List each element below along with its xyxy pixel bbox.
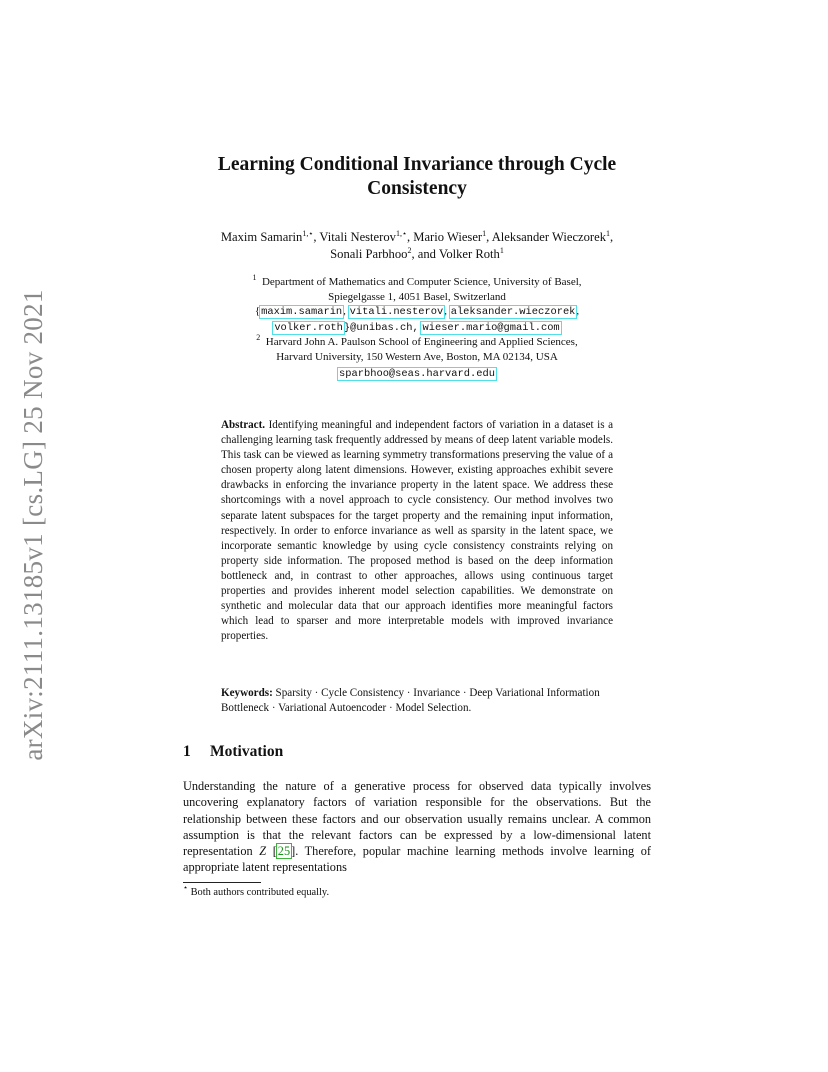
math-variable: Z [259, 844, 267, 859]
author-affil-mark: 1 [606, 229, 611, 238]
email-line-1: {maxim.samarin, vitali.nesterov, aleksander.wieczorek, [254, 305, 580, 319]
author-name: , Aleksander Wieczorek [486, 230, 607, 244]
keywords-label: Keywords: [221, 687, 273, 699]
affiliations [183, 275, 651, 381]
citation-link[interactable]: 25 [277, 844, 291, 859]
footnote [183, 883, 651, 900]
affiliation-text: Department of Mathematics and Computer Science, University of Basel, [261, 276, 582, 288]
keywords [221, 686, 613, 716]
email-line-2 [183, 320, 651, 336]
affiliation-number: 2 [256, 333, 261, 343]
affiliation-2-line-2: Harvard University, 150 Western Ave, Boston, MA 02134, USA [276, 350, 558, 363]
email-link[interactable]: volker.roth [274, 321, 343, 334]
author-affil-mark: 2 [407, 246, 412, 255]
brace-open: { [254, 305, 261, 318]
footnote-mark: ⋆ [183, 883, 189, 892]
section-title: Motivation [210, 743, 284, 760]
email-link[interactable]: aleksander.wieczorek [450, 306, 576, 319]
author-name: , Mario Wieser [406, 230, 483, 244]
author-line-2 [183, 246, 651, 263]
affiliation-text: Harvard John A. Paulson School of Engineering and Applied Sciences, [265, 336, 578, 349]
keywords-text: Sparsity · Cycle Consistency · Invariance · Deep Variational Information Bottleneck · Variational Autoencoder · Model Selection. [221, 687, 600, 715]
footnote-rule [183, 882, 261, 883]
author-name: Maxim Samarin [220, 230, 303, 244]
author-line-1: Maxim Samarin$^{1,⋆}$, Vitali Nesterov$^{1,⋆}$, Mario Wieser$^1$, Aleksander Wieczorek$^1$, [220, 229, 614, 244]
abstract-label: Abstract. [221, 419, 266, 431]
section-number: 1 [183, 743, 191, 760]
affiliation-1-line-2: Spiegelgasse 1, 4051 Basel, Switzerland [328, 290, 506, 303]
author-name: , and Volker Roth [411, 247, 500, 261]
affiliation-2-line-1 [183, 335, 651, 350]
author-name: , Vitali Nesterov [313, 230, 396, 244]
body-paragraph: Understanding the nature of a generative process for observed data typically involves uncovering explanatory factors of variation responsible for the observations. But the relationship between these factors and our observation usually remains unclear. A common assumption is that the relevant factors can be expressed by a low-dimensional latent representation Z [25]. Therefore, popular machine learning methods involve learning of appropriate latent representations [183, 779, 651, 875]
section-heading [183, 743, 651, 761]
email-link[interactable]: wieser.mario@gmail.com [422, 321, 560, 334]
abstract-text: Identifying meaningful and independent factors of variation in a dataset is a challenging learning task frequently addressed by means of deep latent variable models. This task can be viewed as learning symmetry transformations preserving the value of a chosen property along latent dimensions. However, existing approaches exhibit severe drawbacks in enforcing the invariance property in the latent space. We address these shortcomings with a novel approach to cycle consistency. Our method involves two separate latent subspaces for the target property and the remaining input information, respectively. In order to enforce invariance as well as sparsity in the latent space, we incorporate semantic knowledge by using cycle consistency constraints relying on property side information. The proposed method is based on the deep information bottleneck and, in contrast to other approaches, allows using continuous target properties and provides inherent model selection capabilities. We demonstrate on synthetic and molecular data that our approach identifies more meaningful factors which lead to sparser and more interpretable models with improved invariance properties. [221, 419, 613, 643]
author-affil-mark: 1,⋆ [395, 229, 407, 238]
author-affil-mark: 1 [482, 229, 487, 238]
abstract [221, 418, 613, 644]
author-list [183, 229, 651, 263]
title-line-2: Consistency [367, 178, 467, 199]
email-line-3 [183, 366, 651, 382]
author-affil-mark: 1 [499, 246, 504, 255]
body-text: . Therefore, popular machine learning methods involve learning of appropriate latent representations [183, 844, 651, 875]
title-line-1: Learning Conditional Invariance through Cycle [217, 154, 617, 175]
email-domain: }@unibas.ch, [343, 321, 419, 334]
arxiv-identifier: arXiv:2111.13185v1 [cs.LG] 25 Nov 2021 [17, 289, 48, 761]
email-link[interactable]: vitali.nesterov [349, 306, 444, 319]
affiliation-number: 1 [252, 273, 257, 282]
email-link[interactable]: sparbhoo@seas.harvard.edu [339, 367, 495, 380]
affiliation-1-line-1 [183, 275, 651, 290]
paper-title [183, 153, 651, 201]
body-text: Understanding the nature of a generative process for observed data typically involves uncovering explanatory factors of variation responsible for the observations. But the relationship between these factors and our observation usually remains unclear. A common assumption is that the relevant factors can be expressed by a low-dimensional latent representation [183, 779, 651, 859]
author-affil-mark: 1,⋆ [302, 229, 314, 238]
author-name: Sonali Parbhoo [330, 247, 408, 261]
footnote-text: Both authors contributed equally. [190, 887, 330, 898]
email-link[interactable]: maxim.samarin [261, 306, 343, 319]
